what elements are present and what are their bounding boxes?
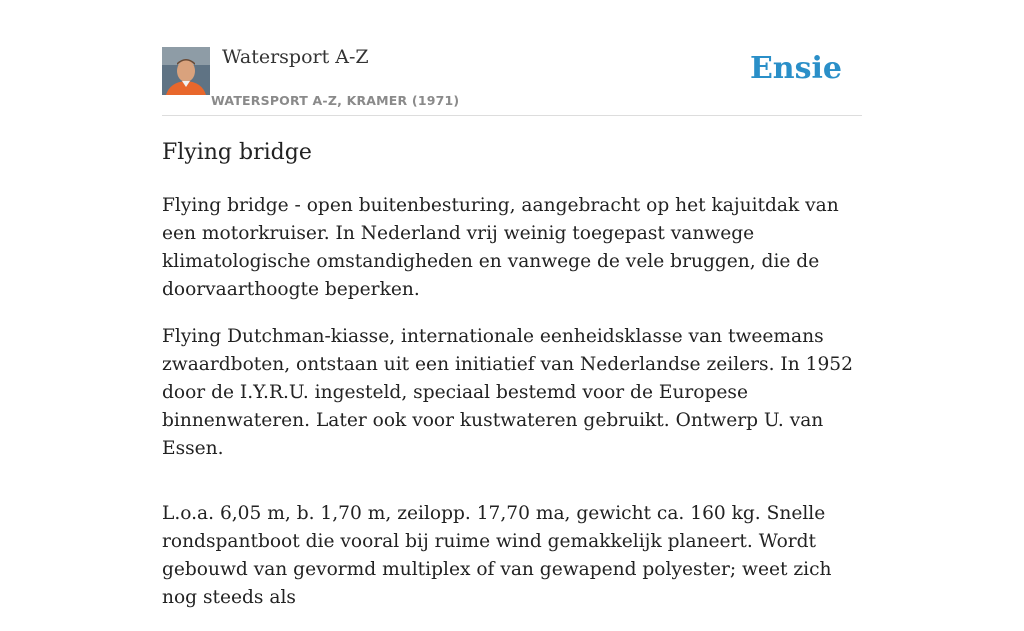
author-name[interactable]: Watersport A-Z — [222, 46, 369, 68]
source-label: WATERSPORT A-Z, KRAMER (1971) — [211, 93, 460, 108]
article-title: Flying bridge — [162, 140, 312, 165]
author-avatar[interactable] — [162, 47, 210, 95]
brand-logo[interactable]: Ensie — [749, 51, 842, 86]
article-paragraph: L.o.a. 6,05 m, b. 1,70 m, zeilopp. 17,70 ma, gewicht ca. 160 kg. Snelle rondspantboot die vooral bij ruime wind gemakkelijk planeert. Wordt gebouwd van gevormd multiplex of van gewapend polyester; weet zich nog steeds als — [162, 503, 832, 608]
article-container — [162, 0, 862, 608]
article-header — [162, 0, 862, 116]
article-body — [162, 192, 862, 631]
article-paragraph: Flying Dutchman-kiasse, internationale eenheidsklasse van tweemans zwaardboten, ontstaan uit een initiatief van Nederlandse zeilers. In 1952 door de I.Y.R.U. ingesteld, speciaal bestemd voor de Europese binnenwateren. Later ook voor kustwateren gebruikt. Ontwerp U. van Essen. — [162, 326, 853, 459]
article-paragraph: Flying bridge - open buitenbesturing, aangebracht op het kajuitdak van een motorkruiser. In Nederland vrij weinig toegepast vanwege klimatologische omstandigheden en vanwege de vele bruggen, die de doorvaarthoogte beperken. — [162, 195, 839, 300]
avatar-photo-icon — [162, 47, 210, 95]
